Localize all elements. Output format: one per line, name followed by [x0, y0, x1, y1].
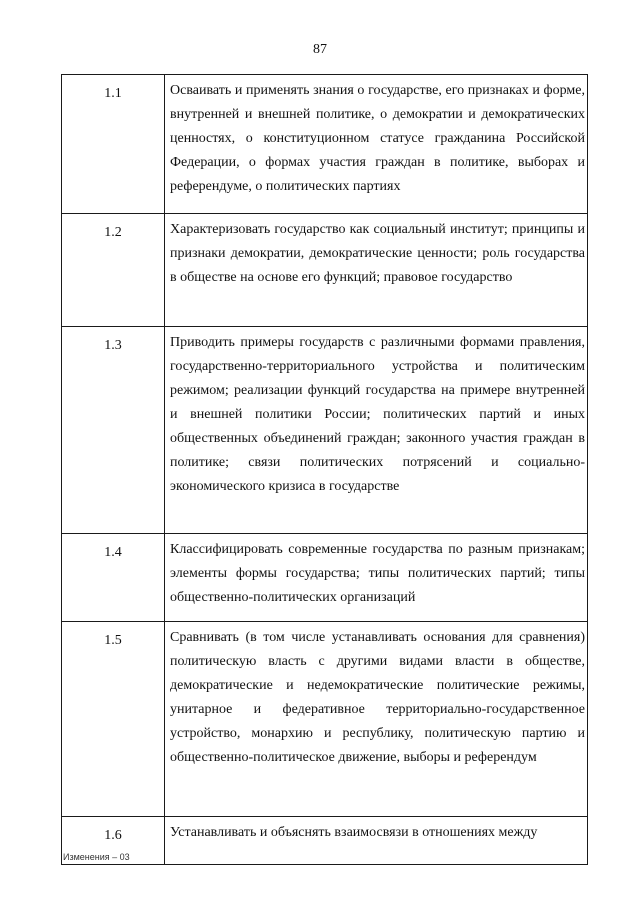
- row-text: Сравнивать (в том числе устанавливать основания для сравнения) политическую власть с другими видами власти в обществе, демократические и недемократические политические режимы, унитарное и федеративное территориально-государственное устройство, монархию и республику, политическую партию и общественно-политическое движение, выборы и референдум: [165, 622, 588, 817]
- row-text: Характеризовать государство как социальный институт; принципы и признаки демократии, демократические ценности; роль государства в обществе на основе его функций; правовое государство: [165, 214, 588, 327]
- row-text: Классифицировать современные государства по разным признакам; элементы формы государства; типы политических партий; типы общественно-политических организаций: [165, 534, 588, 622]
- table-row: [62, 622, 588, 817]
- table-row: [62, 534, 588, 622]
- table-row: [62, 75, 588, 214]
- row-number: 1.5: [62, 622, 165, 817]
- table-row: [62, 817, 588, 865]
- row-number: 1.1: [62, 75, 165, 214]
- competency-table: [61, 74, 588, 865]
- row-text: Устанавливать и объяснять взаимосвязи в отношениях между: [165, 817, 588, 865]
- table-row: [62, 214, 588, 327]
- row-text: Осваивать и применять знания о государстве, его признаках и форме, внутренней и внешней политике, о демократии и демократических ценностях, о конституционном статусе гражданина Российской Федерации, о формах участия граждан в политике, выборах и референдуме, о политических партиях: [165, 75, 588, 214]
- row-text: Приводить примеры государств с различными формами правления, государственно-территориального устройства и политическим режимом; реализации функций государства на примере внутренней и внешней политики России; политических партий и иных общественных объединений граждан; законного участия граждан в политике; связи политических потрясений и социально-экономического кризиса в государстве: [165, 327, 588, 534]
- page-footer: Изменения – 03: [63, 852, 130, 862]
- row-number: 1.4: [62, 534, 165, 622]
- page-number: 87: [313, 42, 327, 57]
- table-row: [62, 327, 588, 534]
- row-number: 1.3: [62, 327, 165, 534]
- row-number: 1.6: [62, 817, 165, 865]
- row-number: 1.2: [62, 214, 165, 327]
